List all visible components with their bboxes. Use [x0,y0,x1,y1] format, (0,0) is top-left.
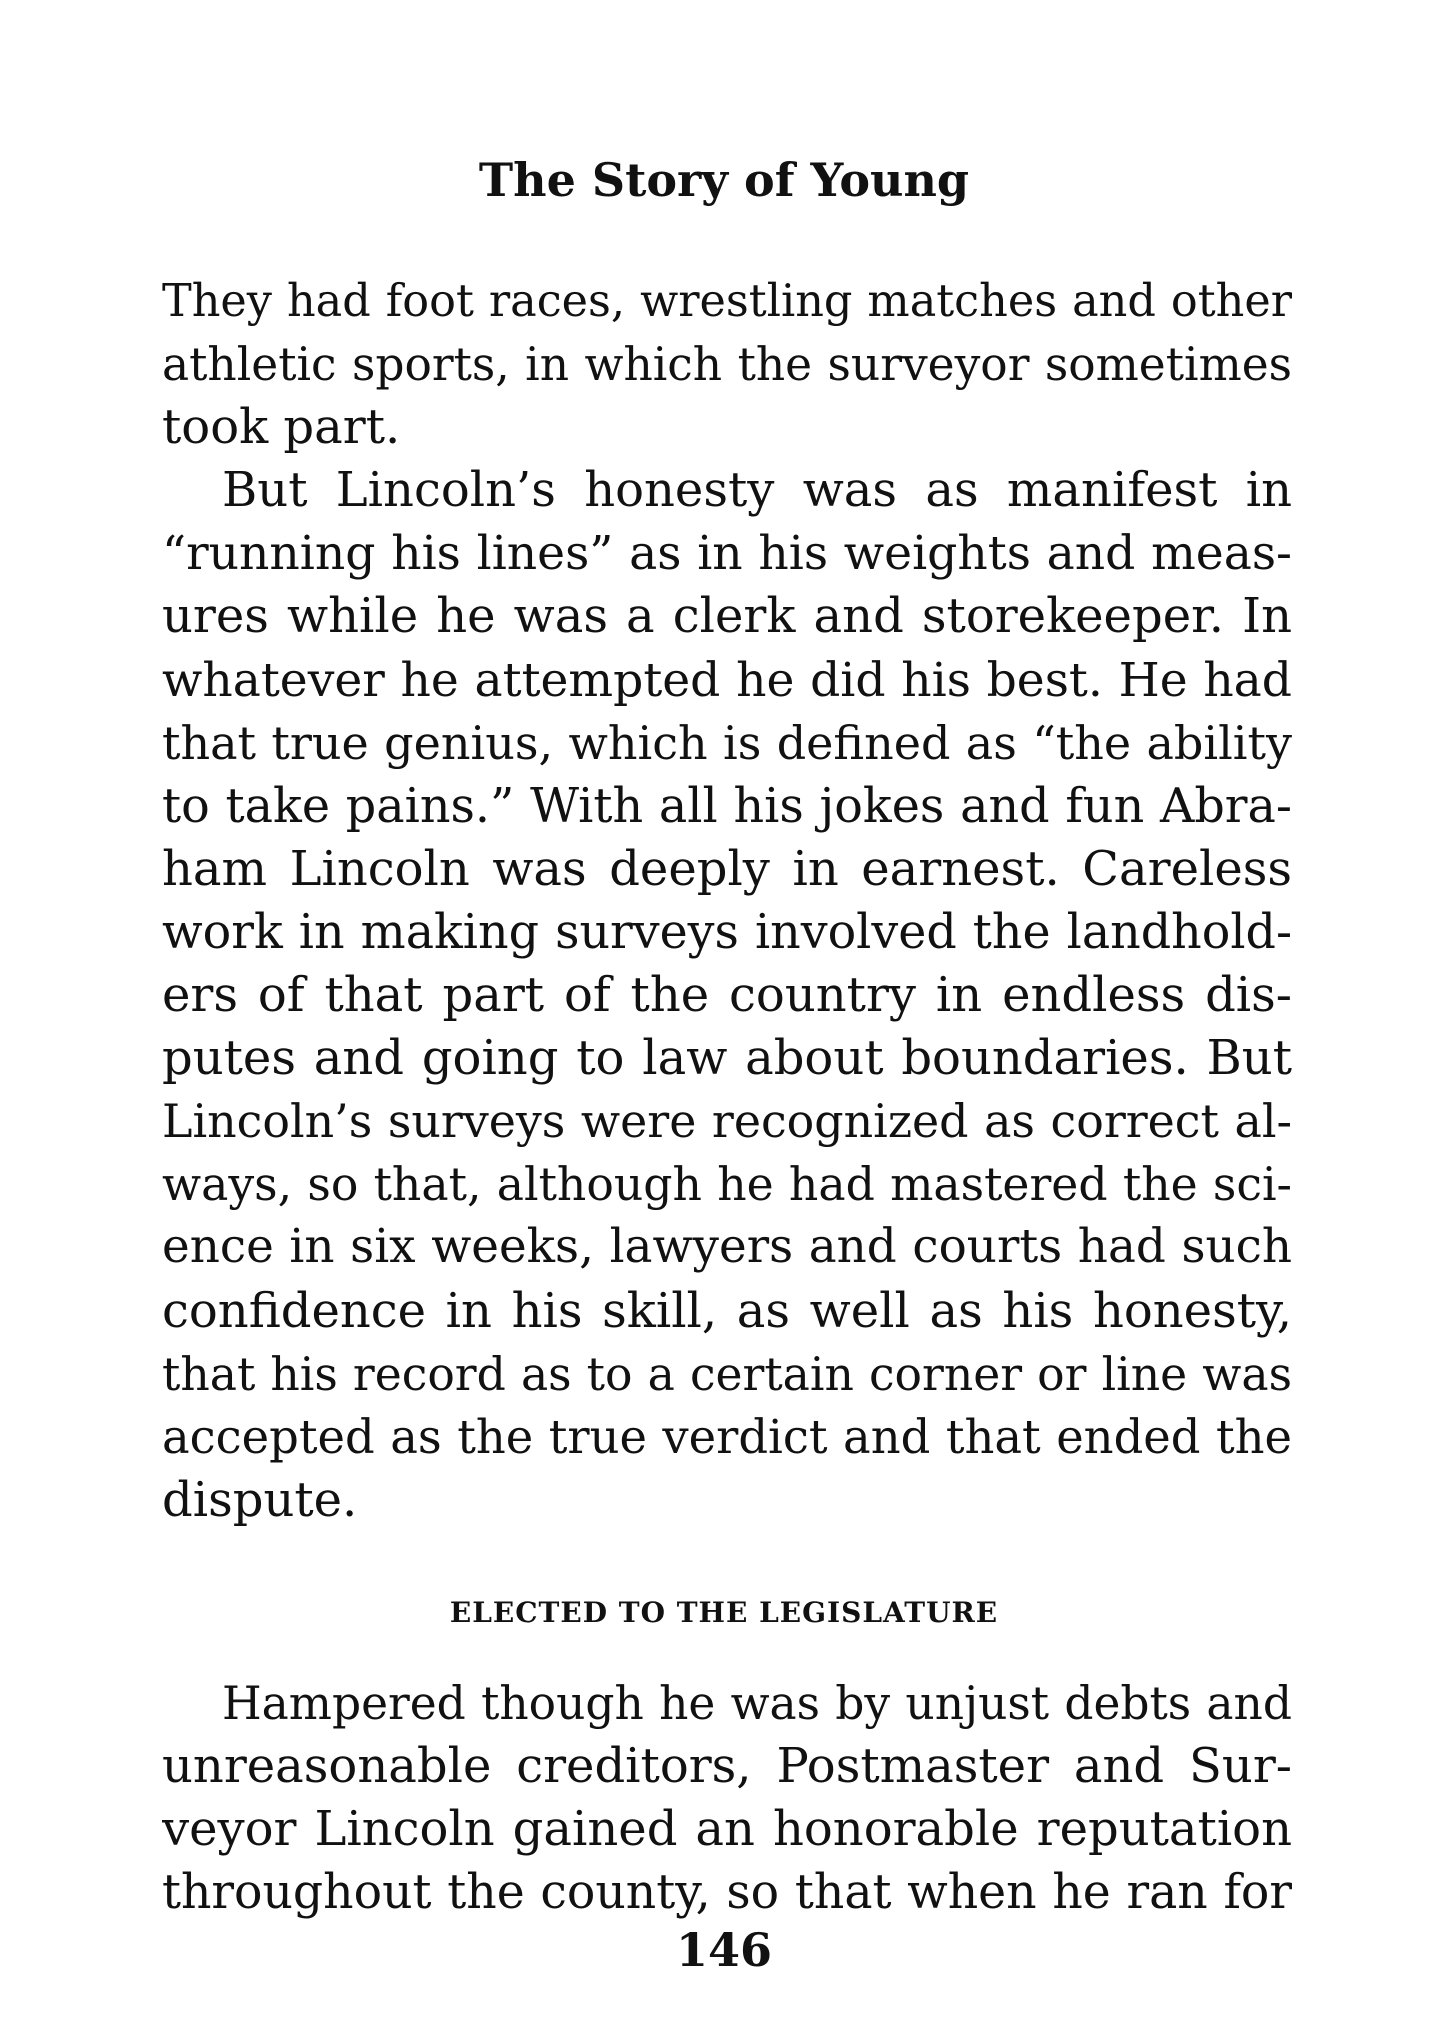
text-line: ways, so that, although he had mastered the sci- [162,1158,1292,1212]
running-head: The Story of Young [478,153,970,207]
text-line: putes and going to law about boundaries. But [162,1030,1292,1087]
text-line: throughout the county, so that when he ran for [162,1865,1292,1921]
body-text [162,270,1292,1532]
section-heading: ELECTED TO THE LEGISLATURE [449,1596,999,1629]
text-line: dispute. [162,1471,358,1528]
text-line: They had foot races, wrestling matches and other [162,275,1292,327]
text-line: Hampered though he was by unjust debts and [222,1677,1292,1730]
text-line: unreasonable creditors, Postmaster and Sur- [162,1738,1292,1795]
text-line: to take pains.” With all his jokes and fun Abra- [162,778,1292,834]
text-line: confidence in his skill, as well as his honesty, [162,1282,1292,1339]
text-line: But Lincoln’s honesty was as manifest in [222,462,1292,519]
text-line: work in making surveys involved the landhold- [162,904,1292,960]
text-line: athletic sports, in which the surveyor sometimes [162,338,1292,392]
page-number: 146 [675,1923,773,1977]
text-line: ham Lincoln was deeply in earnest. Careless [162,840,1292,897]
text-line: veyor Lincoln gained an honorable reputation [162,1801,1292,1858]
text-line: ures while he was a clerk and storekeeper. In [162,588,1292,645]
text-line: “running his lines” as in his weights and meas- [162,526,1292,582]
text-line: whatever he attempted he did his best. He had [162,652,1292,708]
text-line: accepted as the true verdict and that ended the [162,1409,1292,1464]
text-line: Lincoln’s surveys were recognized as correct al- [162,1094,1292,1149]
text-line: took part. [162,399,401,456]
text-line: that true genius, which is defined as “the ability [162,715,1292,770]
text-line: ence in six weeks, lawyers and courts had such [162,1220,1292,1275]
text-line: ers of that part of the country in endless dis- [162,967,1292,1024]
body-text-continued [162,1672,1292,1924]
text-line: that his record as to a certain corner or line was [162,1347,1292,1401]
